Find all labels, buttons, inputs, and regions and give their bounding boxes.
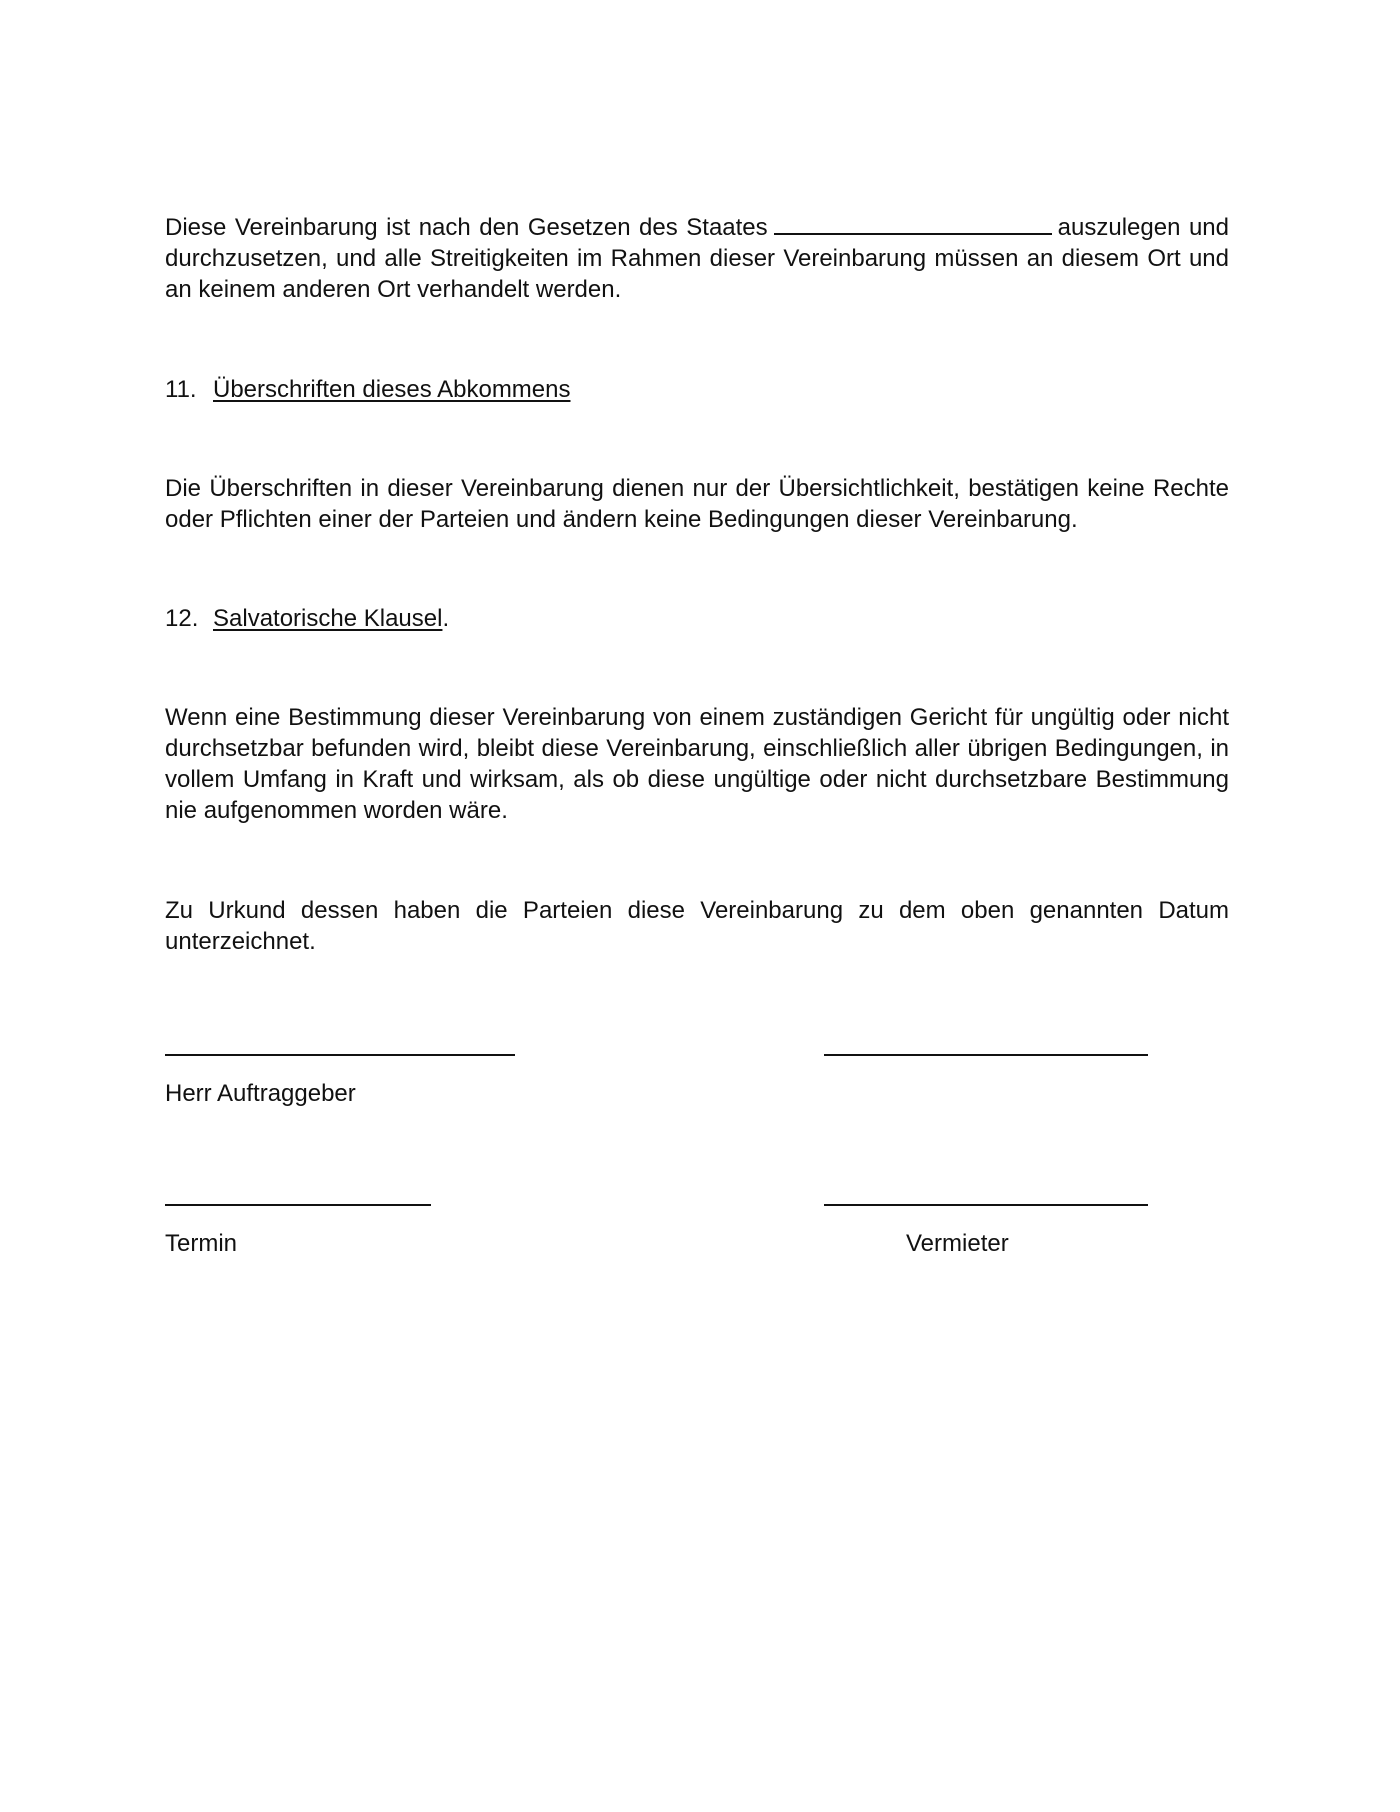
client-signature-line — [165, 1054, 515, 1056]
section-11-title: Überschriften dieses Abkommens — [213, 376, 571, 403]
section-12-title-suffix: . — [442, 605, 450, 632]
governing-law-text-start: Diese Vereinbarung ist nach den Gesetzen des Staates — [165, 214, 768, 241]
section-11-number: 11. — [165, 376, 197, 403]
date-line — [165, 1204, 431, 1206]
section-12-number: 12. — [165, 605, 199, 632]
section-11-body: Die Überschriften in dieser Vereinbarung dienen nur der Übersichtlichkeit, bestätigen keine Rechte oder Pflichten einer der Parteien und ändern keine Bedingungen dieser Vereinbarung. — [165, 475, 1229, 533]
section-11-heading — [165, 374, 571, 405]
witness-paragraph: Zu Urkund dessen haben die Parteien diese Vereinbarung zu dem oben genannten Datum unterzeichnet. — [165, 897, 1229, 955]
section-12-heading — [165, 603, 449, 634]
state-blank-line — [774, 211, 1052, 235]
section-12-title: Salvatorische Klausel — [213, 605, 443, 632]
client-label: Herr Auftraggeber — [165, 1080, 356, 1107]
second-signature-line — [824, 1054, 1148, 1056]
date-label: Termin — [165, 1230, 238, 1257]
landlord-signature-line — [824, 1204, 1148, 1206]
governing-law-text-end: auszulegen und durchzusetzen, und alle Streitigkeiten im Rahmen dieser Vereinbarung müssen an diesem Ort und an keinem anderen Ort verhandelt werden. — [165, 214, 1229, 303]
landlord-label: Vermieter — [906, 1230, 1009, 1257]
section-12-body: Wenn eine Bestimmung dieser Vereinbarung von einem zuständigen Gericht für ungültig oder nicht durchsetzbar befunden wird, bleibt diese Vereinbarung, einschließlich aller übrigen Bedingungen, in vollem Umfang in Kraft und wirksam, als ob diese ungültige oder nicht durchsetzbare Bestimmung nie aufgenommen worden wäre. — [165, 704, 1229, 824]
governing-law-paragraph — [165, 211, 1229, 305]
